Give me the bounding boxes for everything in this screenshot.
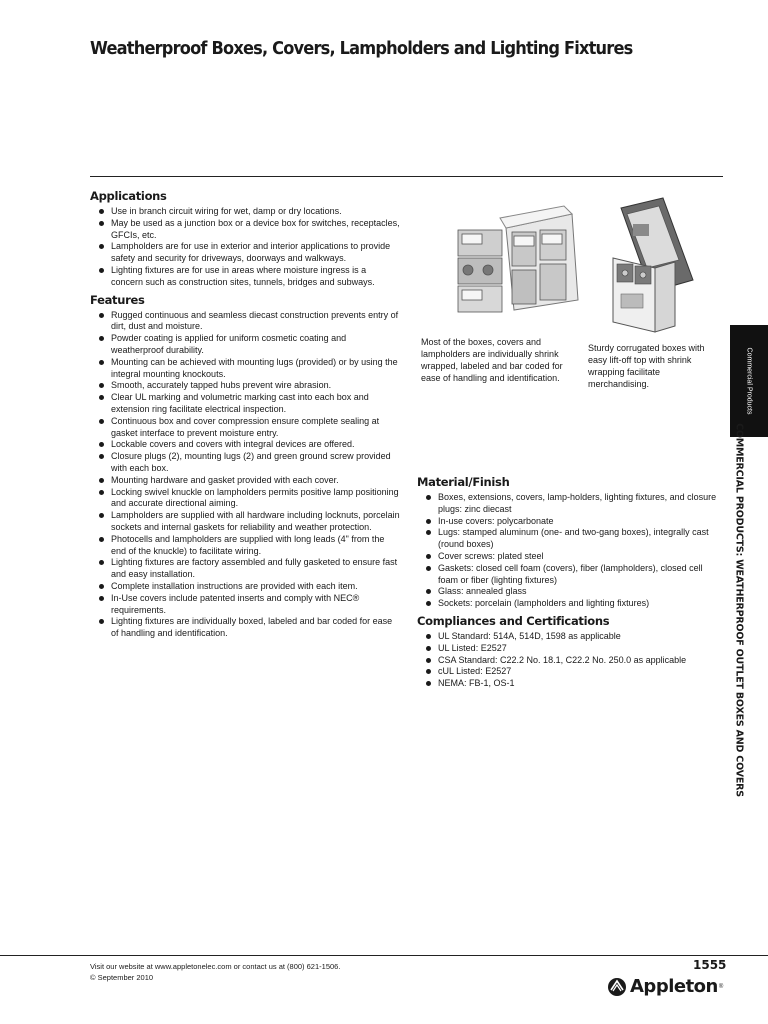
material-item: Boxes, extensions, covers, lamp-holders, lighting fixtures, and closure plugs: zinc diecast — [417, 492, 722, 516]
features-heading: Features — [90, 292, 145, 307]
applications-list — [90, 206, 400, 289]
compliances-item: NEMA: FB-1, OS-1 — [417, 678, 722, 690]
photo-caption-shrink-wrap: Most of the boxes, covers and lampholders are individually shrink wrapped, labeled and bar coded for ease of handling and identification. — [421, 337, 563, 383]
features-item: Smooth, accurately tapped hubs prevent wire abrasion. — [90, 380, 400, 392]
compliances-list — [417, 631, 722, 690]
compliances-heading: Compliances and Certifications — [417, 613, 610, 628]
compliances-item: CSA Standard: C22.2 No. 18.1, C22.2 No. 250.0 as applicable — [417, 655, 722, 667]
right-column — [417, 475, 722, 694]
features-item: Lighting fixtures are factory assembled and fully gasketed to ensure fast and easy installation. — [90, 557, 400, 581]
compliances-item: UL Standard: 514A, 514D, 1598 as applicable — [417, 631, 722, 643]
material-item: Sockets: porcelain (lampholders and lighting fixtures) — [417, 598, 722, 610]
features-item: Photocells and lampholders are supplied with long leads (4" from the end of the knuckle) to facilitate wiring. — [90, 534, 400, 558]
features-item: Lockable covers and covers with integral devices are offered. — [90, 439, 400, 451]
page-number: 1555 — [693, 958, 727, 972]
features-item: Complete installation instructions are provided with each item. — [90, 581, 400, 593]
applications-item: Use in branch circuit wiring for wet, damp or dry locations. — [90, 206, 400, 218]
features-item: Mounting can be achieved with mounting lugs (provided) or by using the integral mounting knockouts. — [90, 357, 400, 381]
compliances-section — [417, 614, 722, 690]
features-item: Locking swivel knuckle on lampholders permits positive lamp positioning and accurate directional aiming. — [90, 487, 400, 511]
features-item: Lampholders are supplied with all hardware including locknuts, porcelain sockets and internal gaskets for reliability and weather protection. — [90, 510, 400, 534]
features-item: Powder coating is applied for uniform cosmetic coating and weatherproof durability. — [90, 333, 400, 357]
compliances-item: UL Listed: E2527 — [417, 643, 722, 655]
material-item: Lugs: stamped aluminum (one- and two-gang boxes), integrally cast (round boxes) — [417, 527, 722, 551]
left-column — [90, 189, 400, 644]
header-rule — [90, 176, 723, 177]
features-item: In-Use covers include patented inserts and comply with NEC® requirements. — [90, 593, 400, 617]
photo-caption-corrugated: Sturdy corrugated boxes with easy lift-off top with shrink wrapping facilitate merchandising. — [588, 343, 705, 389]
material-section — [417, 475, 722, 610]
appleton-wordmark: Appleton — [630, 976, 718, 997]
compliances-item: cUL Listed: E2527 — [417, 666, 722, 678]
material-item: Glass: annealed glass — [417, 586, 722, 598]
features-item: Continuous box and cover compression ensure complete sealing at gasket interface to prevent moisture entry. — [90, 416, 400, 440]
section-tab-label: Commercial Products — [745, 347, 753, 415]
applications-heading: Applications — [90, 189, 167, 203]
appleton-logo-icon — [607, 977, 627, 997]
features-item: Mounting hardware and gasket provided with each cover. — [90, 475, 400, 487]
material-item: Cover screws: plated steel — [417, 551, 722, 563]
applications-section — [90, 189, 400, 289]
running-head: COMMERCIAL PRODUCTS: WEATHERPROOF OUTLET BOXES AND COVERS — [733, 423, 745, 797]
corrugated-box-photo — [607, 196, 695, 334]
material-heading: Material/Finish — [417, 475, 510, 489]
shrink-wrapped-boxes-photo — [452, 200, 582, 320]
footer-contact: Visit our website at www.appletonelec.com or contact us at (800) 621-1506. — [90, 962, 341, 971]
material-item: In-use covers: polycarbonate — [417, 516, 722, 528]
features-section — [90, 293, 400, 640]
material-list — [417, 492, 722, 610]
footer-text — [90, 961, 340, 983]
applications-item: Lampholders are for use in exterior and interior applications to provide safety and security for driveways, doorways and walkways. — [90, 241, 400, 265]
features-item: Lighting fixtures are individually boxed, labeled and bar coded for ease of handling and identification. — [90, 616, 400, 640]
page-title: Weatherproof Boxes, Covers, Lampholders and Lighting Fixtures — [90, 38, 633, 59]
material-item: Gaskets: closed cell foam (covers), fiber (lampholders), closed cell foam or fiber (lighting fixtures) — [417, 563, 722, 587]
footer-rule — [0, 955, 768, 956]
applications-item: May be used as a junction box or a device box for switches, receptacles, GFCIs, etc. — [90, 218, 400, 242]
features-item: Clear UL marking and volumetric marking cast into each box and extension ring facilitate electrical inspection. — [90, 392, 400, 416]
footer-date: © September 2010 — [90, 973, 154, 982]
features-item: Closure plugs (2), mounting lugs (2) and green ground screw provided with each box. — [90, 451, 400, 475]
appleton-logo — [607, 976, 723, 997]
applications-item: Lighting fixtures are for use in areas where moisture ingress is a concern such as construction sites, tunnels, bridges and subways. — [90, 265, 400, 289]
features-item: Rugged continuous and seamless diecast construction prevents entry of dirt, dust and moisture. — [90, 310, 400, 334]
registered-mark: ® — [718, 983, 724, 990]
features-list — [90, 310, 400, 640]
